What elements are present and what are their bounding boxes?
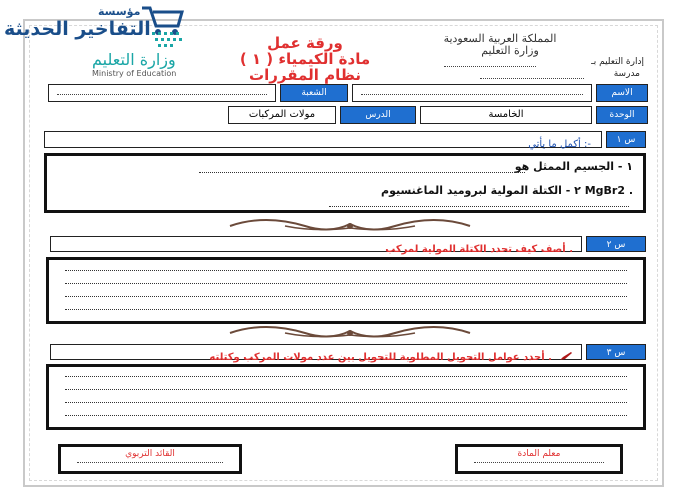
ministry-logo-icon (150, 30, 186, 56)
q1-prompt: أكمل ما يأتي :- (528, 139, 591, 150)
q2-badge: س ٢ (586, 236, 646, 252)
logo-main-text: التفاخير الحديثة (4, 18, 151, 40)
q3-prompt: أحدد عوامل التحويل المطلوبة للتحويل بين عدد مولات المركب وكتلته . (209, 352, 552, 363)
answer-line (65, 415, 627, 416)
q1-item1-blank[interactable] (199, 172, 525, 173)
kingdom-line2: وزارة التعليم (481, 44, 539, 57)
lesson-value: مولات المركبات (228, 106, 336, 124)
lesson-label: الدرس (340, 106, 416, 124)
ministry-en: Ministry of Education (92, 69, 177, 78)
admin-label: إدارة التعليم بـ (591, 57, 644, 67)
answer-line (65, 283, 627, 284)
teacher-signature-box[interactable] (455, 444, 623, 474)
admin-dots (444, 66, 536, 67)
answer-line (65, 389, 627, 390)
unit-value: الخامسة (420, 106, 592, 124)
school-label: مدرسة (613, 69, 640, 79)
q1-answer-box (44, 153, 646, 213)
q1-prompt-box (44, 131, 602, 148)
q3-badge: س ٣ (586, 344, 646, 360)
ministry-ar: وزارة التعليم (92, 50, 176, 69)
leader-label: القائد التربوي (125, 449, 175, 459)
kingdom-line1: المملكة العربية السعودية (443, 32, 557, 45)
q1-item2-blank[interactable] (329, 206, 629, 207)
name-field[interactable] (352, 84, 592, 102)
q2-prompt-box (50, 236, 582, 255)
pencil-icon (559, 346, 573, 365)
title-line2: مادة الكيمياء ( ١ ) (239, 50, 371, 68)
leader-signature-box[interactable] (58, 444, 242, 474)
title-line1: ورقة عمل (267, 34, 343, 52)
answer-line (65, 309, 627, 310)
answer-line (65, 402, 627, 403)
q3-answer-box[interactable] (46, 364, 646, 430)
name-label: الاسم (596, 84, 648, 102)
q1-item1: ١ - الجسيم الممثل هو (514, 160, 633, 173)
title-line3: نظام المقررات (249, 66, 361, 84)
q2-answer-box[interactable] (46, 257, 646, 324)
q2-prompt: أصف كيف تحدد الكتلة المولية لمركب . (385, 244, 573, 255)
school-dots (480, 78, 584, 79)
q3-prompt-box (50, 344, 582, 363)
logo-top-text: مؤسسة (98, 5, 141, 18)
answer-line (65, 376, 627, 377)
unit-label: الوحدة (596, 106, 648, 124)
q1-item2: ٢ - الكتلة المولية لبروميد الماغنسيوم MgBr2 . (381, 184, 633, 197)
teacher-label: معلم المادة (517, 449, 561, 459)
section-label: الشعبة (280, 84, 348, 102)
answer-line (65, 270, 627, 271)
section-field[interactable] (48, 84, 276, 102)
answer-line (65, 296, 627, 297)
q1-badge: س ١ (606, 131, 646, 148)
